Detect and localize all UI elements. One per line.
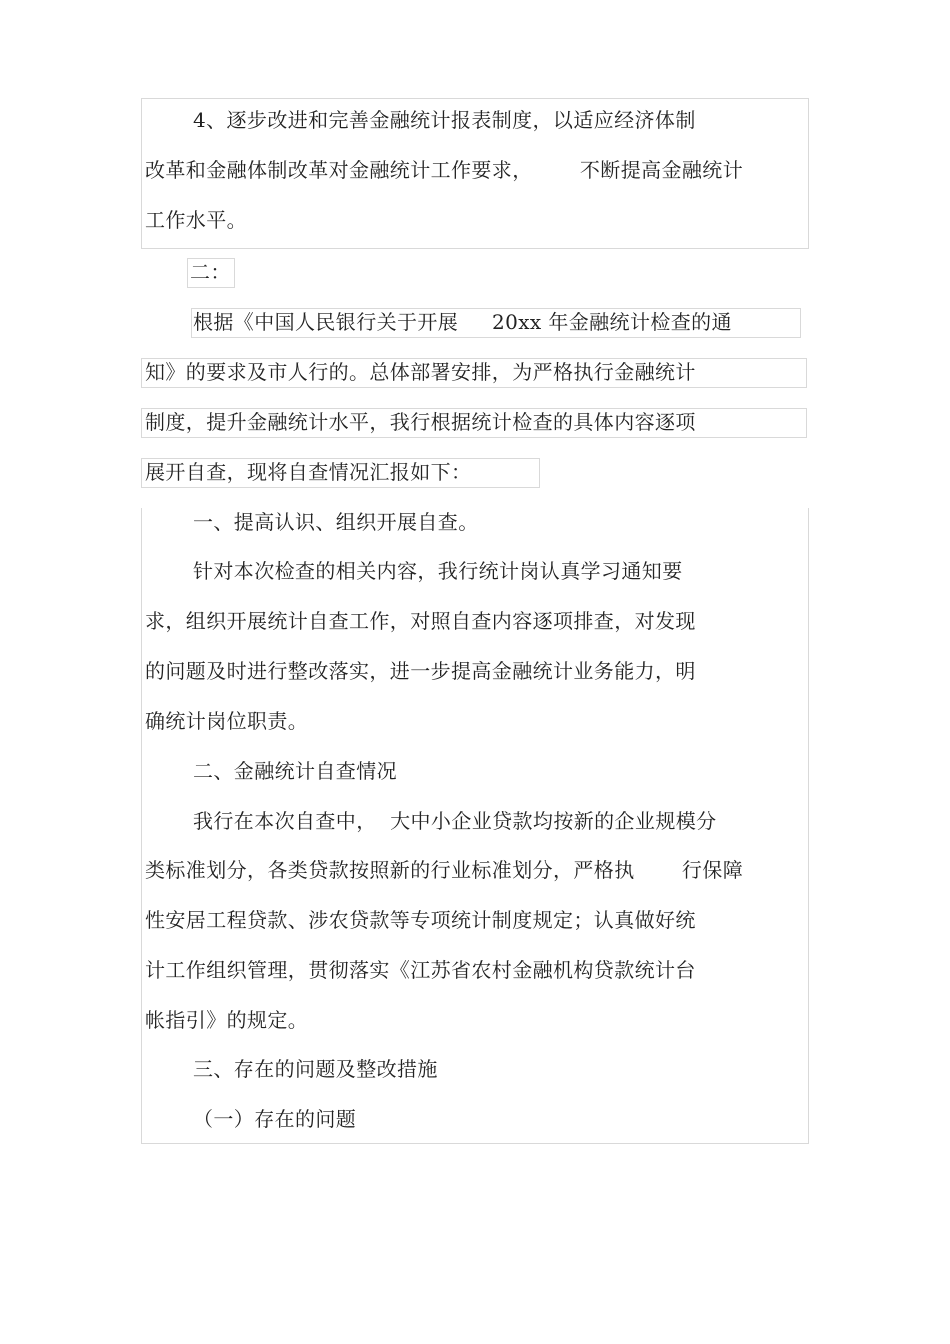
paragraph-line: 工作水平。 <box>145 208 247 232</box>
paragraph-line: 改革和金融体制改革对金融统计工作要求， 不断提高金融统计 <box>145 158 744 182</box>
paragraph-line: 类标准划分，各类贷款按照新的行业标准划分，严格执 行保障 <box>145 858 744 882</box>
paragraph-line: 的问题及时进行整改落实，进一步提高金融统计业务能力，明 <box>145 659 696 683</box>
paragraph-line: 针对本次检查的相关内容，我行统计岗认真学习通知要 <box>193 559 683 583</box>
paragraph-line: 计工作组织管理，贯彻落实《江苏省农村金融机构贷款统计台 <box>145 958 696 982</box>
section-heading: 二： <box>190 260 231 284</box>
paragraph-line: 确统计岗位职责。 <box>145 709 309 733</box>
section-heading: 一、提高认识、组织开展自查。 <box>193 510 479 534</box>
paragraph-line: 我行在本次自查中， 大中小企业贷款均按新的企业规模分 <box>193 809 717 833</box>
paragraph-line: 性安居工程贷款、涉农贷款等专项统计制度规定；认真做好统 <box>145 908 696 932</box>
paragraph-line: 展开自查，现将自查情况汇报如下： <box>145 460 472 484</box>
paragraph-line: 根据《中国人民银行关于开展 20xx 年金融统计检查的通 <box>193 310 732 334</box>
paragraph-line: 制度，提升金融统计水平，我行根据统计检查的具体内容逐项 <box>145 410 696 434</box>
paragraph-line: 知》的要求及市人行的。总体部署安排，为严格执行金融统计 <box>145 360 696 384</box>
section-heading: 三、存在的问题及整改措施 <box>193 1057 438 1081</box>
section-heading: 二、金融统计自查情况 <box>193 759 397 783</box>
paragraph-line: 4、逐步改进和完善金融统计报表制度，以适应经济体制 <box>193 108 696 132</box>
paragraph-line: 求，组织开展统计自查工作，对照自查内容逐项排查，对发现 <box>145 609 696 633</box>
subsection-heading: （一）存在的问题 <box>193 1107 357 1131</box>
paragraph-line: 帐指引》的规定。 <box>145 1008 309 1032</box>
